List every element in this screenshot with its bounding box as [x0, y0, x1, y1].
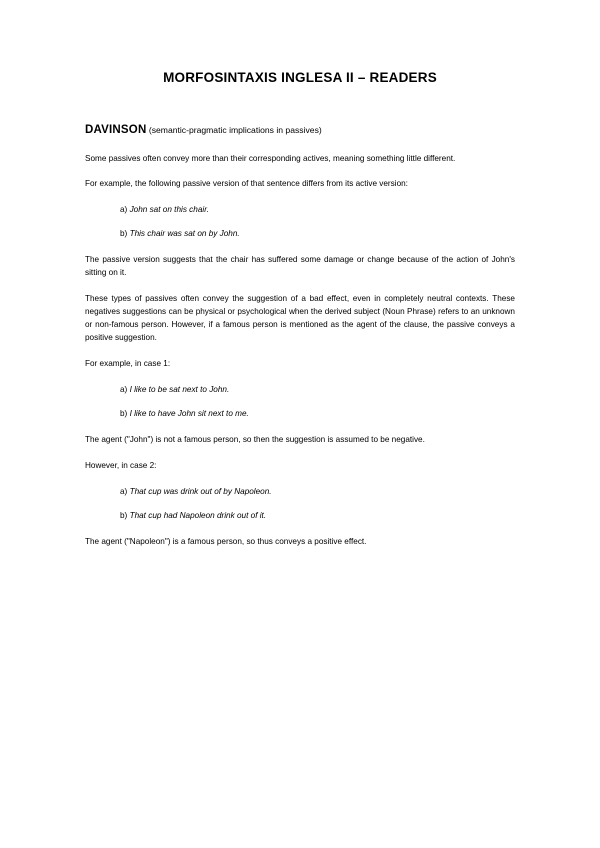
- example-label: b): [120, 408, 130, 418]
- example-label: b): [120, 229, 130, 239]
- example-label: a): [120, 385, 130, 394]
- paragraph: The agent ("John") is not a famous person, so then the suggestion is assumed to be negative.: [85, 434, 425, 444]
- paragraph: The agent ("Napoleon") is a famous person, so thus conveys a positive effect.: [85, 536, 367, 546]
- paragraph: Some passives often convey more than their corresponding actives, meaning something little different.: [85, 153, 456, 163]
- section-heading: [85, 123, 515, 139]
- example-item: [85, 408, 515, 421]
- page-title: MORFOSINTAXIS INGLESA II – READERS: [163, 70, 437, 85]
- section-author: DAVINSON: [85, 124, 147, 136]
- example-label: a): [120, 205, 130, 215]
- example-item: [85, 228, 515, 241]
- example-item: [85, 384, 515, 397]
- paragraph: The passive version suggests that the chair has suffered some damage or change because of the action of John's sitting on it.: [85, 255, 515, 278]
- example-text: I like to be sat next to John.: [129, 385, 230, 394]
- paragraph: For example, in case 1:: [85, 359, 171, 369]
- document-content: [85, 70, 515, 562]
- paragraph: However, in case 2:: [85, 460, 157, 470]
- example-text: John sat on this chair.: [129, 205, 209, 215]
- example-item: [85, 510, 515, 523]
- example-label: a): [120, 486, 130, 496]
- example-item: [85, 486, 515, 499]
- paragraph: For example, the following passive version of that sentence differs from its active version:: [85, 179, 408, 189]
- example-text: This chair was sat on by John.: [129, 229, 240, 239]
- example-text: I like to have John sit next to me.: [129, 408, 249, 418]
- paragraph: These types of passives often convey the suggestion of a bad effect, even in completely neutral contexts. These negatives suggestions can be physical or psychological when the derived subject (Noun Phrase) refers to an unknown or non-famous person. However, if a famous person is mentioned as the agent of the clause, the passive conveys a positive suggestion.: [85, 294, 515, 343]
- section-subtitle: (semantic-pragmatic implications in passives): [146, 125, 322, 135]
- example-text: That cup had Napoleon drink out of it.: [129, 510, 267, 520]
- example-item: [85, 204, 515, 217]
- example-label: b): [120, 510, 130, 520]
- example-text: That cup was drink out of by Napoleon.: [129, 486, 272, 496]
